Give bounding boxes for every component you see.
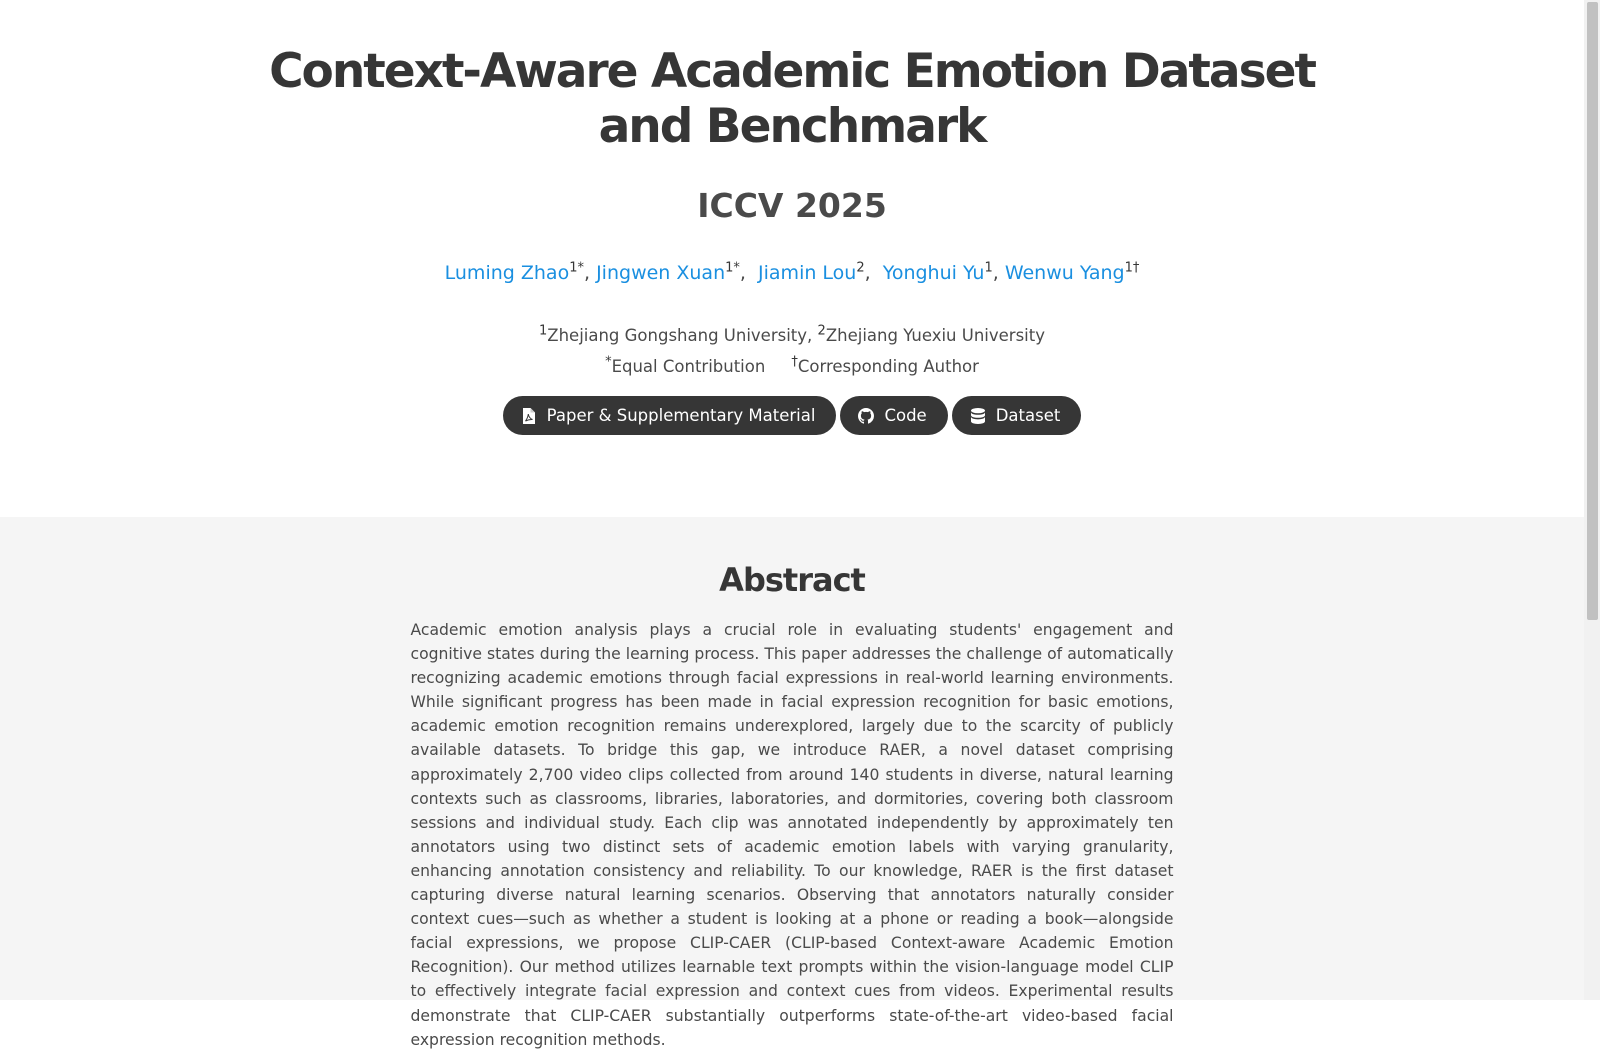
- corresponding-author-note: Corresponding Author: [797, 357, 979, 376]
- affiliation-zyu: Zhejiang Yuexiu University: [825, 326, 1045, 345]
- author-link-jiamin-lou[interactable]: Jiamin Lou: [758, 262, 857, 284]
- page-title-line2: and Benchmark: [598, 99, 986, 154]
- abstract-heading: Abstract: [719, 561, 865, 599]
- corresponding-author-sup: †: [791, 354, 798, 370]
- affiliation-line: [0, 320, 1584, 351]
- equal-contribution-note: Equal Contribution: [611, 357, 766, 376]
- database-icon: [970, 408, 986, 424]
- affiliation-zjgsu: Zhejiang Gongshang University: [547, 326, 808, 345]
- author-link-luming-zhao[interactable]: Luming Zhao: [444, 262, 570, 284]
- equal-contribution-sup: *: [605, 354, 612, 370]
- dataset-button-label: Dataset: [995, 406, 1061, 425]
- author-link-yonghui-yu[interactable]: Yonghui Yu: [882, 262, 985, 284]
- page-title-line1: Context-Aware Academic Emotion Dataset: [269, 44, 1315, 99]
- author-separator: ,: [992, 262, 1005, 284]
- author-sup: 1: [984, 260, 993, 276]
- abstract-text: Academic emotion analysis plays a crucial role in evaluating students' engagement and cognitive states during the learning process. This paper addresses the challenge of automatically recognizing academic emotions through facial expressions in real-world learning environments. While significant progress has been made in facial expression recognition for basic emotions, academic emotion recognition remains underexplored, largely due to the scarcity of publicly available datasets. To bridge this gap, we introduce RAER, a novel dataset comprising approximately 2,700 video clips collected from around 140 students in diverse, natural learning contexts such as classrooms, libraries, laboratories, and dormitories, covering both classroom sessions and individual study. Each clip was annotated independently by approximately ten annotators using two distinct sets of academic emotion labels with varying granularity, enhancing annotation consistency and reliability. To our knowledge, RAER is the first dataset capturing diverse natural learning scenarios. Observing that annotators naturally consider context cues—such as whether a student is looking at a phone or reading a book—alongside facial expressions, we propose CLIP-CAER (CLIP-based Context-aware Academic Emotion Recognition). Our method utilizes learnable text prompts within the vision-language model CLIP to effectively integrate facial expression and context cues from videos. Experimental results demonstrate that CLIP-CAER substantially outperforms state-of-the-art video-based facial expression recognition methods.: [410, 621, 1174, 1049]
- author-link-jingwen-xuan[interactable]: Jingwen Xuan: [596, 262, 726, 284]
- affiliation-sup: 1: [539, 323, 548, 339]
- hero-section: [0, 0, 1584, 517]
- code-button-label: Code: [884, 406, 927, 425]
- affiliation-sup: 2: [817, 323, 826, 339]
- author-sup: 1*: [569, 260, 584, 276]
- dataset-button[interactable]: [952, 396, 1082, 435]
- paper-button-label: Paper & Supplementary Material: [546, 406, 816, 425]
- author-list: [0, 260, 1584, 286]
- affiliations: [0, 320, 1584, 382]
- venue-label: ICCV 2025: [697, 186, 887, 225]
- author-separator: ,: [739, 262, 759, 284]
- page-scrollbar[interactable]: [1584, 0, 1600, 1000]
- scrollbar-thumb[interactable]: [1587, 2, 1598, 620]
- notes-line: [0, 351, 1584, 382]
- file-pdf-icon: [521, 408, 537, 424]
- author-sup: 2: [856, 260, 865, 276]
- author-sup: 1†: [1124, 260, 1140, 276]
- code-button[interactable]: [840, 396, 947, 435]
- paper-button[interactable]: [503, 396, 837, 435]
- author-sup: 1*: [725, 260, 740, 276]
- page-title: [0, 0, 1584, 154]
- link-buttons: [0, 396, 1584, 435]
- author-separator: ,: [864, 262, 883, 284]
- affiliation-separator: ,: [807, 326, 818, 345]
- author-link-wenwu-yang[interactable]: Wenwu Yang: [1004, 262, 1125, 284]
- abstract-section: [0, 517, 1584, 1049]
- author-separator: ,: [583, 262, 597, 284]
- github-icon: [858, 408, 874, 424]
